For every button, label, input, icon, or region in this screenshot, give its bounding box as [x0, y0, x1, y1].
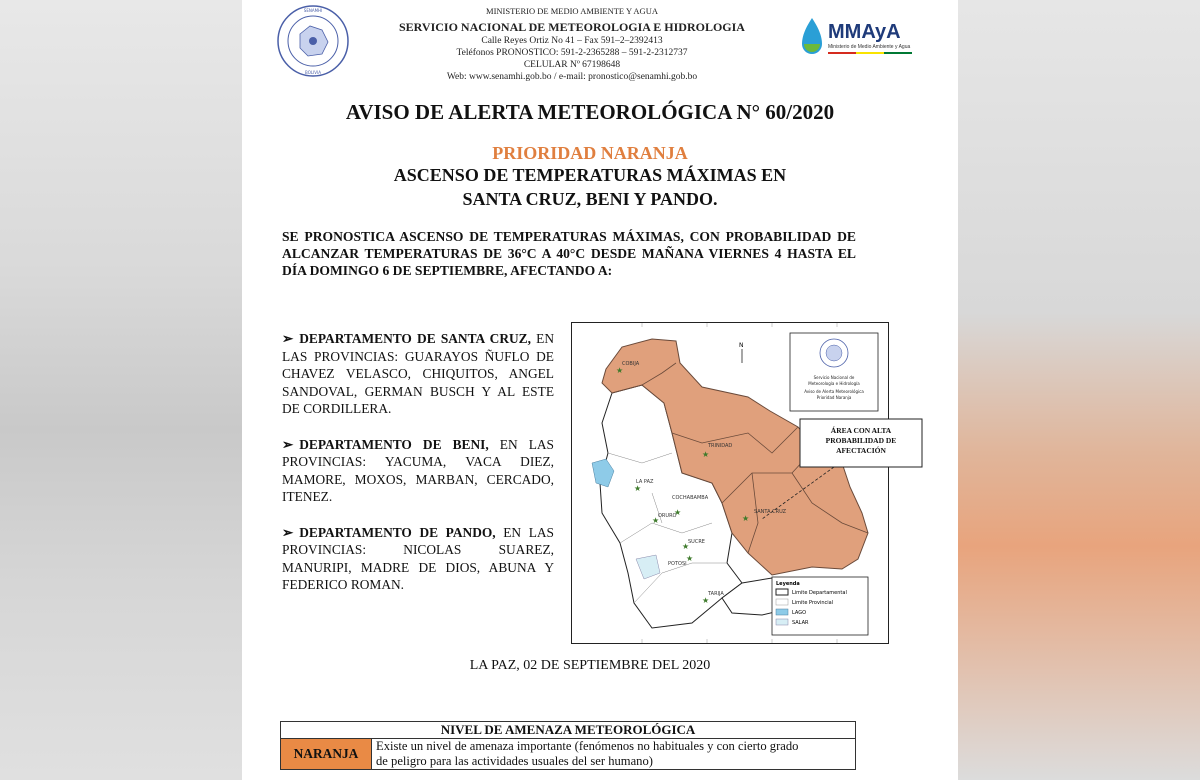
threat-description [372, 739, 856, 770]
legend-item: Limite Departamental [792, 590, 847, 596]
legend-item: SALAR [792, 620, 809, 626]
city-label: COBIJA [622, 361, 640, 367]
alert-document [242, 0, 958, 780]
cell-line: CELULAR Nº 67198648 [523, 60, 621, 70]
callout-line: ÁREA CON ALTA [830, 426, 892, 435]
svg-text:SENAMHI: SENAMHI [303, 8, 323, 13]
map-legend [772, 577, 868, 635]
city-star-icon: ★ [634, 484, 642, 493]
background-left [0, 0, 242, 780]
bolivia-alert-map [571, 322, 897, 644]
callout-line: PROBABILIDAD DE [825, 436, 897, 445]
city-label: SUCRE [688, 539, 705, 545]
city-star-icon: ★ [682, 542, 690, 551]
inset-line: Aviso de Alerta Meteorológica [804, 389, 864, 394]
alert-title: AVISO DE ALERTA METEOROLÓGICA N° 60/2020 [345, 100, 835, 124]
city-star-icon: ★ [742, 514, 750, 523]
subtitle-line-1: ASCENSO DE TEMPERATURAS MÁXIMAS EN [393, 165, 787, 185]
callout-line: AFECTACIÓN [836, 446, 886, 455]
threat-level-table [280, 721, 856, 770]
legend-item: LAGO [792, 610, 807, 616]
bullet-arrow-icon: ➢ [282, 524, 294, 540]
mmaya-logo [798, 14, 938, 58]
threat-level: NARANJA [281, 739, 372, 770]
city-label: ORURO [658, 513, 677, 519]
department-provinces: EN LAS PROVINCIAS: NICOLAS SUAREZ, MANURIPI, MADRE DE DIOS, ABUNA Y FEDERICO ROMAN. [282, 524, 554, 592]
north-arrow-icon [739, 342, 744, 363]
department-name: DEPARTAMENTO DE PANDO, [299, 524, 496, 540]
department-pando [282, 524, 554, 594]
department-name: DEPARTAMENTO DE BENI, [299, 436, 489, 452]
department-provinces: EN LAS PROVINCIAS: GUARAYOS ÑUFLO DE CHAVEZ VELASCO, CHIQUITOS, ANGEL SANDOVAL, GERMAN BUSCH Y AL ESTE DE CORDILLERA. [282, 331, 554, 416]
inset-line: Meteorología e Hidrología [808, 381, 860, 386]
threat-desc-line-1: Existe un nivel de amenaza importante (fenómenos no habituales y con cierto grado [376, 739, 799, 753]
inset-line: Prioridad Naranja [816, 395, 852, 400]
department-beni [282, 436, 554, 506]
city-label: TRINIDAD [708, 443, 733, 449]
inset-line: Servicio Nacional de [813, 375, 855, 380]
web-line: Web: www.senamhi.gob.bo / e-mail: pronostico@senamhi.gob.bo [446, 72, 698, 82]
service-name: SERVICIO NACIONAL DE METEOROLOGIA E HIDROLOGIA [399, 20, 745, 34]
department-santa-cruz [282, 330, 554, 418]
city-label: COCHABAMBA [672, 495, 709, 501]
bullet-arrow-icon: ➢ [282, 331, 294, 346]
city-star-icon: ★ [686, 554, 694, 563]
department-list [282, 330, 554, 612]
city-label: TARIJA [708, 591, 724, 597]
city-star-icon: ★ [702, 450, 710, 459]
city-label: SANTA CRUZ [754, 509, 787, 515]
phones-line: Teléfonos PRONOSTICO: 591-2-2365288 – 591-2-2312737 [456, 48, 688, 58]
city-label: LA PAZ [636, 479, 654, 485]
city-star-icon: ★ [702, 596, 710, 605]
svg-text:BOLIVIA: BOLIVIA [305, 70, 321, 75]
city-star-icon: ★ [652, 516, 660, 525]
map-inset-box [790, 333, 878, 411]
legend-item: Limite Provincial [792, 600, 834, 606]
address-line: Calle Reyes Ortiz No 41 – Fax 591–2–2392413 [481, 36, 663, 46]
senamhi-seal-logo [276, 4, 350, 78]
mmaya-logo-text: MMAyA [828, 21, 901, 43]
department-name: DEPARTAMENTO DE SANTA CRUZ, [299, 331, 531, 346]
mmaya-logo-subtitle: Ministerio de Medio Ambiente y Agua [828, 44, 911, 50]
city-star-icon: ★ [616, 366, 624, 375]
department-provinces: EN LAS PROVINCIAS: YACUMA, VACA DIEZ, MAMORE, MOXOS, MARBAN, CERCADO, ITENEZ. [282, 436, 555, 504]
priority-label: PRIORIDAD NARANJA [492, 143, 688, 163]
city-label: POTOSI [668, 561, 687, 567]
legend-title: Leyenda [776, 581, 800, 587]
city-star-icon: ★ [674, 508, 682, 517]
threat-heading: NIVEL DE AMENAZA METEOROLÓGICA [281, 722, 856, 739]
svg-text:N: N [739, 342, 744, 349]
forecast-intro: SE PRONOSTICA ASCENSO DE TEMPERATURAS MÁXIMAS, CON PROBABILIDAD DE ALCANZAR TEMPERATURAS DE 36°C A 40°C DESDE MAÑANA VIERNES 4 HASTA EL DÍA DOMINGO 6 DE SEPTIEMBRE, AFECTANDO A: [282, 229, 856, 278]
ministry-line: MINISTERIO DE MEDIO AMBIENTE Y AGUA [486, 6, 658, 16]
subtitle-line-2: SANTA CRUZ, BENI Y PANDO. [462, 189, 718, 209]
bullet-arrow-icon: ➢ [282, 436, 294, 452]
threat-desc-line-2: de peligro para las actividades usuales del ser humano) [376, 754, 653, 768]
background-right [958, 0, 1200, 780]
issue-date: LA PAZ, 02 DE SEPTIEMBRE DEL 2020 [469, 658, 711, 673]
